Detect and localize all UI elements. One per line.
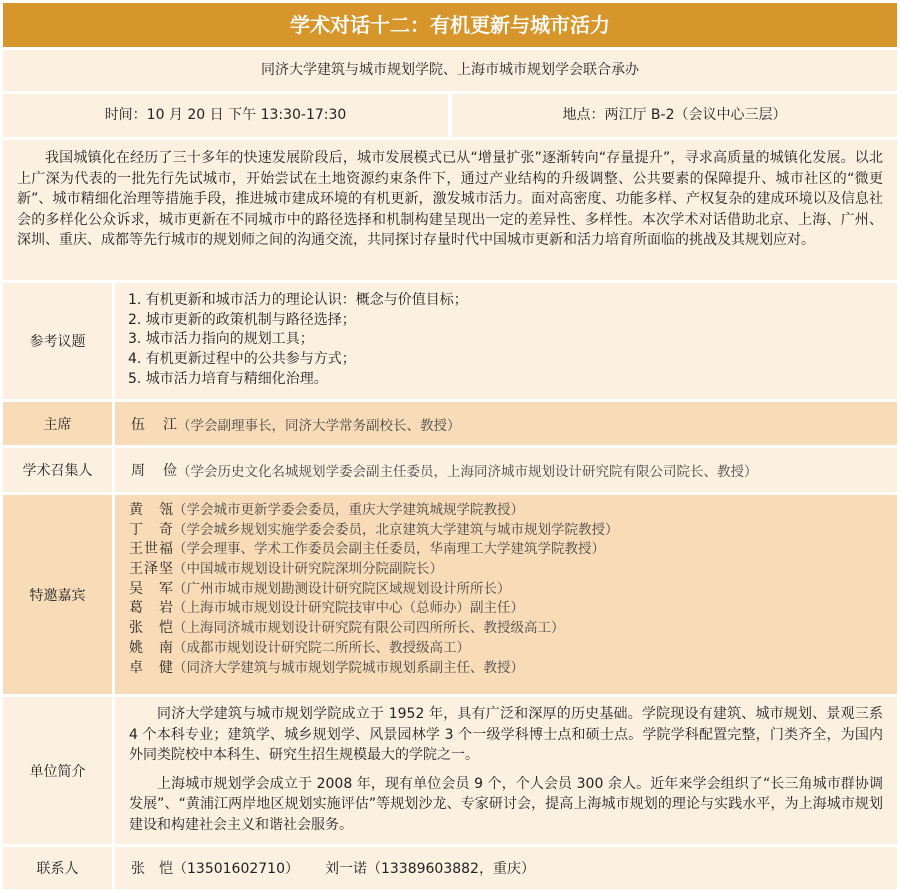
guests-list <box>115 495 897 694</box>
convener-row <box>115 448 897 492</box>
guest-description: （成都市规划设计研究院二所所长、教授级高工） <box>173 639 470 656</box>
guest-name: 黄 瓴 <box>129 502 173 518</box>
units-label: 单位简介 <box>3 697 112 844</box>
guest-description: （学会城市更新学委会委员，重庆大学建筑城规学院教授） <box>173 502 524 518</box>
chair-label: 主席 <box>3 402 112 445</box>
guest-description: （同济大学建筑与城市规划学院城市规划系副主任、教授） <box>173 659 524 676</box>
topic-item: 5. 城市活力培育与精细化治理。 <box>128 370 328 387</box>
convener-label: 学术召集人 <box>3 448 112 492</box>
chair-row <box>115 402 897 445</box>
guest-description: （上海同济城市规划设计研究院有限公司四所所长、教授级高工） <box>173 620 565 637</box>
topics-list <box>115 283 897 399</box>
guests-label: 特邀嘉宾 <box>3 495 112 694</box>
event-place: 地点：两江厅 B-2（会议中心三层） <box>452 94 897 137</box>
host-organizers: 同济大学建筑与城市规划学院、上海市城市规划学会联合承办 <box>3 50 897 91</box>
units-intro <box>115 697 897 844</box>
guest-row <box>129 619 897 639</box>
guest-name: 姚 南 <box>129 639 173 656</box>
guest-description: （学会城乡规划实施学委会委员，北京建筑大学建筑与城市规划学院教授） <box>173 521 619 538</box>
guest-row <box>129 521 897 541</box>
contact-label: 联系人 <box>3 847 112 889</box>
chair-description: （学会副理事长，同济大学常务副校长、教授） <box>177 417 461 434</box>
guest-row <box>129 580 897 600</box>
guest-name: 丁 奇 <box>129 521 173 538</box>
unit-paragraph-tongji: 同济大学建筑与城市规划学院成立于 1952 年，具有广泛和深厚的历史基础。学院现设有建筑、城市规划、景观三系 4 个本科专业；建筑学、城乡规划学、风景园林学 3 个一级学科博士点和硕士点。学院学科配置完整，门类齐全，为国内外同类院校中本科生、研究生招生规模最大的学院之一。 <box>129 706 883 764</box>
guest-row <box>129 540 897 560</box>
page-title: 学术对话十二：有机更新与城市活力 <box>3 3 897 47</box>
topic-item: 1. 有机更新和城市活力的理论认识：概念与价值目标； <box>128 292 468 308</box>
contact-person-1: 张 恺（13501602710） <box>131 861 299 877</box>
guest-name: 王泽坚 <box>129 561 173 578</box>
guest-name: 葛 岩 <box>129 600 173 617</box>
contact-person-2: 刘一诺（13389603882，重庆） <box>324 861 535 877</box>
guest-row <box>129 659 897 679</box>
topic-item: 3. 城市活力指向的规划工具； <box>128 331 314 348</box>
guest-description: （上海市城市规划设计研究院技审中心（总师办）副主任） <box>173 600 524 617</box>
guest-description: （广州市城市规划勘测设计研究院区域规划设计所所长） <box>173 580 511 597</box>
guest-row <box>129 501 897 521</box>
intro-paragraph: 我国城镇化在经历了三十多年的快速发展阶段后，城市发展模式已从“增量扩张”逐渐转向“存量提升”，寻求高质量的城镇化发展。以北上广深为代表的一批先行先试城市，开始尝试在土地资源约束条件下，通过产业结构的升级调整、公共要素的保障提升、城市社区的“微更新”、城市精细化治理等措施手段，推进城市建成环境的有机更新，激发城市活力。面对高密度、功能多样、产权复杂的建成环境以及信息社会的多样化公众诉求，城市更新在不同城市中的路径选择和机制构建呈现出一定的差异性、多样性。本次学术对话借助北京、上海、广州、深圳、重庆、成都等先行城市的规划师之间的沟通交流，共同探讨存量时代中国城市更新和活力培育所面临的挑战及其规划应对。 <box>3 140 897 280</box>
topics-label: 参考议题 <box>3 283 112 399</box>
guest-row <box>129 639 897 659</box>
topic-item: 2. 城市更新的政策机制与路径选择； <box>128 311 356 328</box>
chair-name: 伍 江 <box>131 416 177 433</box>
contact-row <box>115 847 897 889</box>
guest-name: 卓 健 <box>129 659 173 676</box>
guest-name: 王世福 <box>129 541 173 558</box>
guest-row <box>129 599 897 619</box>
topic-item: 4. 有机更新过程中的公共参与方式； <box>128 351 356 368</box>
convener-name: 周 俭 <box>131 463 177 479</box>
guest-name: 张 恺 <box>129 620 173 637</box>
guest-name: 吴 军 <box>129 580 173 597</box>
guest-row <box>129 560 897 580</box>
unit-paragraph-society: 上海城市规划学会成立于 2008 年，现有单位会员 9 个，个人会员 300 余人。近年来学会组织了“长三角城市群协调发展”、“黄浦江两岸地区规划实施评估”等规划沙龙、专家研讨会，提高上海城市规划的理论与实践水平，为上海城市规划建设和构建社会主义和谐社会服务。 <box>129 775 883 833</box>
guest-description: （中国城市规划设计研究院深圳分院副院长） <box>173 561 443 578</box>
guest-description: （学会理事、学术工作委员会副主任委员，华南理工大学建筑学院教授） <box>173 541 605 558</box>
event-time: 时间：10 月 20 日 下午 13:30-17:30 <box>3 94 448 137</box>
convener-description: （学会历史文化名城规划学委会副主任委员，上海同济城市规划设计研究院有限公司院长、教授） <box>177 464 758 480</box>
